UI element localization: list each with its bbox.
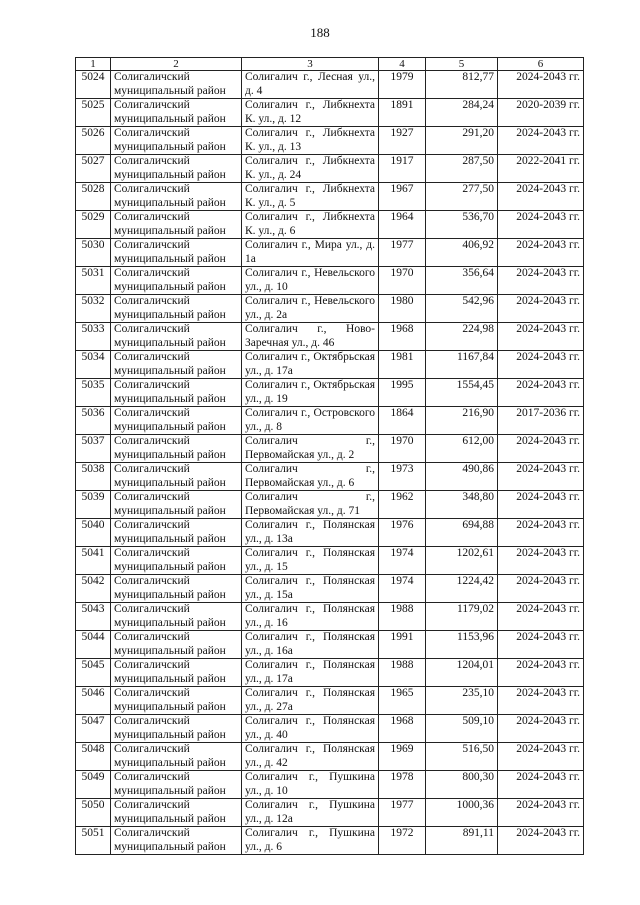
year-cell: 1864 bbox=[379, 407, 426, 435]
period-cell: 2024-2043 гг. bbox=[498, 491, 584, 519]
period-cell: 2024-2043 гг. bbox=[498, 379, 584, 407]
area-cell: 1554,45 bbox=[426, 379, 498, 407]
table-row bbox=[76, 575, 584, 603]
row-number: 5035 bbox=[76, 379, 111, 407]
page-number: 188 bbox=[310, 25, 330, 40]
row-number: 5045 bbox=[76, 659, 111, 687]
row-number: 5037 bbox=[76, 435, 111, 463]
year-cell: 1974 bbox=[379, 547, 426, 575]
address-cell: Солигалич г., Мира ул., д. 1а bbox=[242, 239, 379, 267]
address-cell: Солигалич г., Либкнехта К. ул., д. 12 bbox=[242, 99, 379, 127]
address-cell: Солигалич г., Полянская ул., д. 16 bbox=[242, 603, 379, 631]
row-number: 5046 bbox=[76, 687, 111, 715]
year-cell: 1976 bbox=[379, 519, 426, 547]
district-cell: Солигаличский муниципальный район bbox=[111, 155, 242, 183]
column-header: 2 bbox=[111, 58, 242, 71]
period-cell: 2024-2043 гг. bbox=[498, 323, 584, 351]
address-cell: Солигалич г., Невельского ул., д. 2а bbox=[242, 295, 379, 323]
table-row bbox=[76, 127, 584, 155]
address-cell: Солигалич г., Пушкина ул., д. 6 bbox=[242, 827, 379, 855]
address-cell: Солигалич г., Первомайская ул., д. 6 bbox=[242, 463, 379, 491]
period-cell: 2024-2043 гг. bbox=[498, 127, 584, 155]
row-number: 5025 bbox=[76, 99, 111, 127]
district-cell: Солигаличский муниципальный район bbox=[111, 211, 242, 239]
table-row bbox=[76, 71, 584, 99]
table-row bbox=[76, 295, 584, 323]
address-cell: Солигалич г., Первомайская ул., д. 2 bbox=[242, 435, 379, 463]
district-cell: Солигаличский муниципальный район bbox=[111, 99, 242, 127]
row-number: 5044 bbox=[76, 631, 111, 659]
district-cell: Солигаличский муниципальный район bbox=[111, 771, 242, 799]
row-number: 5040 bbox=[76, 519, 111, 547]
district-cell: Солигаличский муниципальный район bbox=[111, 799, 242, 827]
year-cell: 1988 bbox=[379, 603, 426, 631]
period-cell: 2024-2043 гг. bbox=[498, 603, 584, 631]
table-row bbox=[76, 99, 584, 127]
district-cell: Солигаличский муниципальный район bbox=[111, 407, 242, 435]
address-cell: Солигалич г., Полянская ул., д. 16а bbox=[242, 631, 379, 659]
district-cell: Солигаличский муниципальный район bbox=[111, 239, 242, 267]
year-cell: 1995 bbox=[379, 379, 426, 407]
district-cell: Солигаличский муниципальный район bbox=[111, 547, 242, 575]
district-cell: Солигаличский муниципальный район bbox=[111, 491, 242, 519]
period-cell: 2024-2043 гг. bbox=[498, 771, 584, 799]
period-cell: 2024-2043 гг. bbox=[498, 827, 584, 855]
period-cell: 2024-2043 гг. bbox=[498, 799, 584, 827]
period-cell: 2024-2043 гг. bbox=[498, 631, 584, 659]
row-number: 5051 bbox=[76, 827, 111, 855]
table-row bbox=[76, 211, 584, 239]
table-row bbox=[76, 715, 584, 743]
address-cell: Солигалич г., Пушкина ул., д. 12а bbox=[242, 799, 379, 827]
row-number: 5031 bbox=[76, 267, 111, 295]
address-cell: Солигалич г., Либкнехта К. ул., д. 13 bbox=[242, 127, 379, 155]
area-cell: 1224,42 bbox=[426, 575, 498, 603]
address-cell: Солигалич г., Лесная ул., д. 4 bbox=[242, 71, 379, 99]
area-cell: 235,10 bbox=[426, 687, 498, 715]
column-header: 6 bbox=[498, 58, 584, 71]
area-cell: 1000,36 bbox=[426, 799, 498, 827]
district-cell: Солигаличский муниципальный район bbox=[111, 575, 242, 603]
year-cell: 1973 bbox=[379, 463, 426, 491]
area-cell: 406,92 bbox=[426, 239, 498, 267]
row-number: 5028 bbox=[76, 183, 111, 211]
period-cell: 2024-2043 гг. bbox=[498, 267, 584, 295]
address-cell: Солигалич г., Первомайская ул., д. 71 bbox=[242, 491, 379, 519]
address-cell: Солигалич г., Невельского ул., д. 10 bbox=[242, 267, 379, 295]
district-cell: Солигаличский муниципальный район bbox=[111, 323, 242, 351]
address-cell: Солигалич г., Либкнехта К. ул., д. 5 bbox=[242, 183, 379, 211]
area-cell: 1153,96 bbox=[426, 631, 498, 659]
column-header: 4 bbox=[379, 58, 426, 71]
row-number: 5033 bbox=[76, 323, 111, 351]
row-number: 5030 bbox=[76, 239, 111, 267]
row-number: 5041 bbox=[76, 547, 111, 575]
address-cell: Солигалич г., Островского ул., д. 8 bbox=[242, 407, 379, 435]
row-number: 5034 bbox=[76, 351, 111, 379]
year-cell: 1964 bbox=[379, 211, 426, 239]
row-number: 5049 bbox=[76, 771, 111, 799]
year-cell: 1991 bbox=[379, 631, 426, 659]
year-cell: 1980 bbox=[379, 295, 426, 323]
table-row bbox=[76, 183, 584, 211]
district-cell: Солигаличский муниципальный район bbox=[111, 127, 242, 155]
period-cell: 2024-2043 гг. bbox=[498, 71, 584, 99]
address-cell: Солигалич г., Октябрьская ул., д. 19 bbox=[242, 379, 379, 407]
district-cell: Солигаличский муниципальный район bbox=[111, 267, 242, 295]
period-cell: 2024-2043 гг. bbox=[498, 519, 584, 547]
year-cell: 1891 bbox=[379, 99, 426, 127]
period-cell: 2024-2043 гг. bbox=[498, 575, 584, 603]
column-header: 3 bbox=[242, 58, 379, 71]
district-cell: Солигаличский муниципальный район bbox=[111, 183, 242, 211]
table-row bbox=[76, 155, 584, 183]
area-cell: 1204,01 bbox=[426, 659, 498, 687]
row-number: 5027 bbox=[76, 155, 111, 183]
address-cell: Солигалич г., Полянская ул., д. 17а bbox=[242, 659, 379, 687]
area-cell: 277,50 bbox=[426, 183, 498, 211]
area-cell: 284,24 bbox=[426, 99, 498, 127]
table-row bbox=[76, 631, 584, 659]
period-cell: 2024-2043 гг. bbox=[498, 435, 584, 463]
year-cell: 1962 bbox=[379, 491, 426, 519]
table-row bbox=[76, 519, 584, 547]
district-cell: Солигаличский муниципальный район bbox=[111, 71, 242, 99]
year-cell: 1968 bbox=[379, 323, 426, 351]
district-cell: Солигаличский муниципальный район bbox=[111, 519, 242, 547]
table-body bbox=[76, 71, 584, 855]
table-row bbox=[76, 267, 584, 295]
table-row bbox=[76, 547, 584, 575]
address-cell: Солигалич г., Полянская ул., д. 15а bbox=[242, 575, 379, 603]
area-cell: 291,20 bbox=[426, 127, 498, 155]
area-cell: 224,98 bbox=[426, 323, 498, 351]
row-number: 5050 bbox=[76, 799, 111, 827]
period-cell: 2017-2036 гг. bbox=[498, 407, 584, 435]
row-number: 5038 bbox=[76, 463, 111, 491]
period-cell: 2020-2039 гг. bbox=[498, 99, 584, 127]
area-cell: 216,90 bbox=[426, 407, 498, 435]
table-row bbox=[76, 463, 584, 491]
table-row bbox=[76, 491, 584, 519]
table-row bbox=[76, 827, 584, 855]
period-cell: 2024-2043 гг. bbox=[498, 659, 584, 687]
row-number: 5026 bbox=[76, 127, 111, 155]
area-cell: 542,96 bbox=[426, 295, 498, 323]
column-header: 5 bbox=[426, 58, 498, 71]
area-cell: 287,50 bbox=[426, 155, 498, 183]
year-cell: 1978 bbox=[379, 771, 426, 799]
period-cell: 2024-2043 гг. bbox=[498, 351, 584, 379]
area-cell: 356,64 bbox=[426, 267, 498, 295]
row-number: 5047 bbox=[76, 715, 111, 743]
area-cell: 891,11 bbox=[426, 827, 498, 855]
district-cell: Солигаличский муниципальный район bbox=[111, 659, 242, 687]
area-cell: 800,30 bbox=[426, 771, 498, 799]
year-cell: 1967 bbox=[379, 183, 426, 211]
row-number: 5043 bbox=[76, 603, 111, 631]
row-number: 5032 bbox=[76, 295, 111, 323]
table-row bbox=[76, 799, 584, 827]
area-cell: 516,50 bbox=[426, 743, 498, 771]
area-cell: 1167,84 bbox=[426, 351, 498, 379]
area-cell: 509,10 bbox=[426, 715, 498, 743]
table-row bbox=[76, 323, 584, 351]
period-cell: 2024-2043 гг. bbox=[498, 183, 584, 211]
year-cell: 1972 bbox=[379, 827, 426, 855]
district-cell: Солигаличский муниципальный район bbox=[111, 687, 242, 715]
table-row bbox=[76, 435, 584, 463]
area-cell: 1179,02 bbox=[426, 603, 498, 631]
row-number: 5048 bbox=[76, 743, 111, 771]
district-cell: Солигаличский муниципальный район bbox=[111, 295, 242, 323]
column-header: 1 bbox=[76, 58, 111, 71]
area-cell: 348,80 bbox=[426, 491, 498, 519]
table-row bbox=[76, 379, 584, 407]
year-cell: 1981 bbox=[379, 351, 426, 379]
address-cell: Солигалич г., Полянская ул., д. 40 bbox=[242, 715, 379, 743]
row-number: 5036 bbox=[76, 407, 111, 435]
year-cell: 1988 bbox=[379, 659, 426, 687]
row-number: 5029 bbox=[76, 211, 111, 239]
year-cell: 1917 bbox=[379, 155, 426, 183]
address-cell: Солигалич г., Полянская ул., д. 15 bbox=[242, 547, 379, 575]
period-cell: 2024-2043 гг. bbox=[498, 463, 584, 491]
table-row bbox=[76, 603, 584, 631]
address-cell: Солигалич г., Ново-Заречная ул., д. 46 bbox=[242, 323, 379, 351]
period-cell: 2024-2043 гг. bbox=[498, 547, 584, 575]
year-cell: 1979 bbox=[379, 71, 426, 99]
row-number: 5039 bbox=[76, 491, 111, 519]
period-cell: 2024-2043 гг. bbox=[498, 239, 584, 267]
area-cell: 612,00 bbox=[426, 435, 498, 463]
period-cell: 2024-2043 гг. bbox=[498, 295, 584, 323]
address-cell: Солигалич г., Полянская ул., д. 13а bbox=[242, 519, 379, 547]
year-cell: 1970 bbox=[379, 435, 426, 463]
year-cell: 1970 bbox=[379, 267, 426, 295]
table-row bbox=[76, 771, 584, 799]
period-cell: 2022-2041 гг. bbox=[498, 155, 584, 183]
district-cell: Солигаличский муниципальный район bbox=[111, 379, 242, 407]
address-cell: Солигалич г., Октябрьская ул., д. 17а bbox=[242, 351, 379, 379]
year-cell: 1977 bbox=[379, 799, 426, 827]
year-cell: 1965 bbox=[379, 687, 426, 715]
table-row bbox=[76, 407, 584, 435]
address-cell: Солигалич г., Либкнехта К. ул., д. 24 bbox=[242, 155, 379, 183]
period-cell: 2024-2043 гг. bbox=[498, 715, 584, 743]
column-number-row bbox=[76, 58, 584, 71]
area-cell: 812,77 bbox=[426, 71, 498, 99]
district-cell: Солигаличский муниципальный район bbox=[111, 827, 242, 855]
year-cell: 1927 bbox=[379, 127, 426, 155]
district-cell: Солигаличский муниципальный район bbox=[111, 715, 242, 743]
table-row bbox=[76, 659, 584, 687]
area-cell: 536,70 bbox=[426, 211, 498, 239]
area-cell: 490,86 bbox=[426, 463, 498, 491]
table-row bbox=[76, 687, 584, 715]
year-cell: 1977 bbox=[379, 239, 426, 267]
housing-registry-table bbox=[75, 57, 584, 855]
period-cell: 2024-2043 гг. bbox=[498, 743, 584, 771]
district-cell: Солигаличский муниципальный район bbox=[111, 631, 242, 659]
district-cell: Солигаличский муниципальный район bbox=[111, 435, 242, 463]
year-cell: 1969 bbox=[379, 743, 426, 771]
district-cell: Солигаличский муниципальный район bbox=[111, 603, 242, 631]
address-cell: Солигалич г., Полянская ул., д. 27а bbox=[242, 687, 379, 715]
address-cell: Солигалич г., Либкнехта К. ул., д. 6 bbox=[242, 211, 379, 239]
period-cell: 2024-2043 гг. bbox=[498, 211, 584, 239]
row-number: 5024 bbox=[76, 71, 111, 99]
table-row bbox=[76, 743, 584, 771]
district-cell: Солигаличский муниципальный район bbox=[111, 351, 242, 379]
district-cell: Солигаличский муниципальный район bbox=[111, 743, 242, 771]
row-number: 5042 bbox=[76, 575, 111, 603]
address-cell: Солигалич г., Пушкина ул., д. 10 bbox=[242, 771, 379, 799]
period-cell: 2024-2043 гг. bbox=[498, 687, 584, 715]
area-cell: 1202,61 bbox=[426, 547, 498, 575]
area-cell: 694,88 bbox=[426, 519, 498, 547]
year-cell: 1968 bbox=[379, 715, 426, 743]
year-cell: 1974 bbox=[379, 575, 426, 603]
address-cell: Солигалич г., Полянская ул., д. 42 bbox=[242, 743, 379, 771]
district-cell: Солигаличский муниципальный район bbox=[111, 463, 242, 491]
table-row bbox=[76, 351, 584, 379]
table-row bbox=[76, 239, 584, 267]
